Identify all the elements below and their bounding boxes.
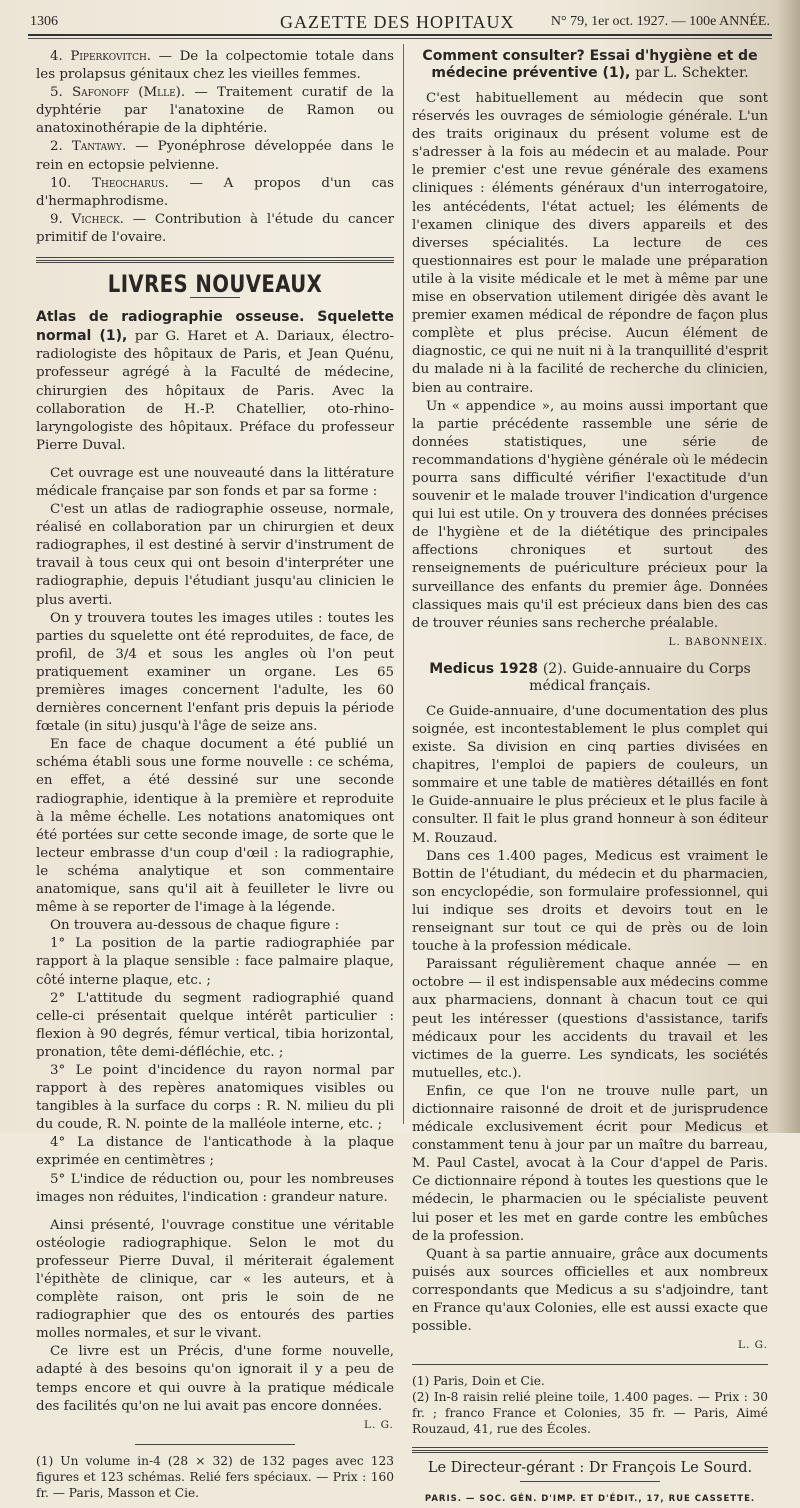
- article-paragraph: C'est habituellement au médecin que sont réservés les ouvrages de sémiologie générale. L'un des traits originaux du présent volume est de s'adresser à la fois au médecin et au malade. Pour le premier c'est une revue générale des examens cliniques : éléments généraux d'un interrogatoire, les antécédents, l'état actuel; les éléments de l'examen clinique des divers appareils et des diverses spécialités. La lecture de ces questionnaires est pour le malade une préparation utile à la visite médicale et le met à même par une mise en observation utilement dirigée dès avant le premier examen médical de répondre de façon plus complète et plus précise. Aucun élément de diagnostic, ce qui ne nuit ni à la tranquillité d'esprit du malade ni à la facilité de recherche du clinicien, bien au contraire.: [412, 91, 768, 396]
- footnote: (1) Un volume in-4 (28 × 32) de 132 pages avec 123 figures et 123 schémas. Relié fers spéciaux. — Prix : 160 fr. — Paris, Masson et Cie.: [36, 1453, 394, 1500]
- list-item: 1° La position de la partie radiographiée par rapport à la plaque sensible : face palmaire plaque, côté interne plaque, etc. ;: [36, 936, 394, 988]
- right-column: [412, 48, 768, 1508]
- gerant-rule: [412, 1447, 768, 1448]
- review-paragraph: C'est un atlas de radiographie osseuse, normale, réalisé en collaboration par un chirurgien et deux radiographes, il est destiné à servir d'instrument de travail à tous ceux qui ont besoin d'interpréter une radiographie, depuis l'étudiant jusqu'au clinicien le plus averti.: [36, 502, 394, 608]
- thesis-item: 10. Theocharus. — A propos d'un cas d'hermaphrodisme.: [36, 175, 394, 209]
- book-review: [36, 465, 394, 1434]
- list-item: 5° L'indice de réduction ou, pour les nombreuses images non réduites, l'indication : grandeur nature.: [36, 1171, 394, 1205]
- list-item: 4° La distance de l'anticathode à la plaque exprimée en centimètres ;: [36, 1135, 394, 1169]
- article-paragraph: Enfin, ce que l'on ne trouve nulle part, un dictionnaire raisonné de droit et de jurisprudence médicale exclusivement écrit pour Medicus et constamment tenu à jour par un maître du barreau, M. Paul Castel, avocat à la Cour d'appel de Paris. Ce dictionnaire répond à toutes les questions que le médecin, le pharmacien ou le spécialiste peuvent lui poser et les met en garde contre les embûches de la profession.: [412, 1083, 768, 1244]
- thesis-item: 4. Piperkovitch. — De la colpectomie totale dans les prolapsus génitaux chez les vieilles femmes.: [36, 49, 394, 83]
- thesis-list: [36, 48, 394, 247]
- section-heading: LIVRES NOUVEAUX: [107, 270, 323, 299]
- article-title: Medicus 1928 (2). Guide-annuaire du Corps médical français.: [429, 660, 751, 694]
- header-rule: [28, 34, 772, 36]
- review-paragraph: Cet ouvrage est une nouveauté dans la littérature médicale française par son fonds et par sa forme :: [36, 465, 394, 499]
- footnote: (1) Paris, Doin et Cie.: [412, 1374, 545, 1389]
- footnote-rule: [412, 1364, 768, 1365]
- printer-rule: [520, 1481, 660, 1482]
- article-signature: L. G.: [738, 1339, 768, 1352]
- review-paragraph: En face de chaque document a été publié un schéma établi sous une forme nouvelle : ce schéma, en effet, a été dessiné sur une seconde radiographie, identique à la première et reproduite à la même échelle. Les notations anatomiques ont été portées sur cette seconde image, de sorte que le lecteur embrasse d'un coup d'œil : la radiographie, le schéma analytique et son commentaire anatomique, sans qu'il ait à feuilleter le livre ou même à se reporter de l'image à la légende.: [36, 737, 394, 916]
- issue-date: N° 79, 1er oct. 1927. — 100e ANNÉE.: [550, 14, 770, 29]
- thesis-item: 5. Safonoff (Mlle). — Traitement curatif de la dyphtérie par l'anatoxine de Ramon ou anatoxinothérapie de la diphtérie.: [36, 85, 394, 137]
- footnote-rule: [135, 1444, 295, 1445]
- article-title: Comment consulter? Essai d'hygiène et de médecine préventive (1), par L. Schekter.: [422, 48, 758, 81]
- publisher-line: Le Directeur-gérant : Dr François Le Sourd.: [427, 1460, 753, 1477]
- review-paragraph: On y trouvera toutes les images utiles : toutes les parties du squelette ont été reproduites, de face, de profil, de 3/4 et sous les angles où l'on peut pratiquement examiner un organe. Les 65 premières images concernent l'adulte, les 60 dernières concernent l'enfant pris depuis la période fœtale (in situ) jusqu'à l'âge de seize ans.: [36, 610, 394, 735]
- column-divider: [403, 44, 404, 1124]
- page-number: 1306: [30, 14, 58, 29]
- book-title: Atlas de radiographie osseuse. Squelette normal (1),: [36, 309, 394, 345]
- article-paragraph: Un « appendice », au moins aussi important que la partie précédente rassemble une série de données statistiques, une série de recommandations d'hygiène générale où le médecin pourra sans difficulté vérifier l'exactitude d'un souvenir et le malade trouver l'indication d'urgence qui lui est utile. On y trouvera des données précises de l'hygiène et de la diététique des principales affections chroniques et surtout des renseignements de puériculture précieux pour la surveillance des enfants du premier âge. Données classiques mais qu'il est précieux dans bien des cas de trouver réunies sans recherche préalable.: [412, 398, 768, 631]
- thesis-item: 2. Tantawy. — Pyonéphrose développée dans le rein en ectopsie pelvienne.: [36, 139, 394, 173]
- section-rule: [36, 257, 394, 258]
- review-paragraph: Ce livre est un Précis, d'une forme nouvelle, adapté à des besoins qu'on ignorait il y a peu de temps encore et qui ouvre à la pratique médicale des facilités qu'on ne lui avait pas encore données.: [36, 1344, 394, 1414]
- left-column: [36, 48, 394, 1501]
- article-paragraph: Ce Guide-annuaire, d'une documentation des plus soignée, est incontestablement le plus complet qui existe. Sa division en cinq parties divisées en chapitres, l'emploi de papiers de couleurs, un sommaire et une table de matières détaillés en font le Guide-annuaire le plus précieux et le plus facile à consulter. Il fait le plus grand honneur à son éditeur M. Rouzaud.: [412, 703, 768, 846]
- review-paragraph: On trouvera au-dessous de chaque figure :: [50, 918, 340, 934]
- article-paragraph: Quant à sa partie annuaire, grâce aux documents puisés aux sources officielles et aux nombreux correspondants que Medicus a su s'adjoindre, tant en France qu'aux Colonies, elle est aussi exacte que possible.: [412, 1246, 768, 1335]
- gerant-double-rule: [412, 1450, 768, 1453]
- footnote: (2) In-8 raisin relié pleine toile, 1.400 pages. — Prix : 30 fr. ; franco France et Colonies, 35 fr. — Paris, Aimé Rouzaud, 41, rue des Écoles.: [412, 1390, 768, 1437]
- article-paragraph: Dans ces 1.400 pages, Medicus est vraiment le Bottin de l'étudiant, du médecin et du pharmacien, son encyclopédie, son formulaire professionnel, qui lui indique ses droits et devoirs tout en le renseignant sur tout ce qui de près ou de loin touche à la profession médicale.: [412, 848, 768, 955]
- list-item: 3° Le point d'incidence du rayon normal par rapport à des repères anatomiques visibles ou tangibles à la surface du corps : R. N. milieu du pli du coude, R. N. pointe de la malléole interne, etc. ;: [36, 1062, 394, 1133]
- article-paragraph: Paraissant régulièrement chaque année — en octobre — il est indispensable aux médecins comme aux pharmaciens, donnant à chacun tout ce qui peut les intéresser (questions d'assistance, tarifs médicaux pour les accidents du travail et les victimes de la guerre. Les syndicats, les sociétés mutuelles, etc.).: [412, 957, 768, 1081]
- list-item: 2° L'attitude du segment radiographié quand celle-ci présentait quelque intérêt particulier : flexion à 90 degrés, fémur vertical, tibia horizontal, pronation, tête demi-défléchie, etc. ;: [36, 990, 394, 1060]
- book-byline: par G. Haret et A. Dariaux, électro-radiologiste des hôpitaux de Paris, et Jean Quénu, professeur agrégé à la Faculté de médecine, chirurgien des hôpitaux de Paris. Avec la collaboration de H.-P. Chatellier, oto-rhino-laryngologiste des hôpitaux. Préface du professeur Pierre Duval.: [36, 329, 394, 453]
- article-signature: L. BABONNEIX.: [668, 635, 768, 648]
- book-entry: [36, 308, 394, 455]
- review-paragraph: Ainsi présenté, l'ouvrage constitue une véritable ostéologie radiographique. Selon le mot du professeur Pierre Duval, il mériterait également l'épithète de clinique, car « les auteurs, et à complète raison, ont pris le soin de ne radiographier que des os entourés des parties molles normales, et sur le vivant.: [36, 1217, 394, 1342]
- thesis-item: 9. Vicheck. — Contribution à l'étude du cancer primitif de l'ovaire.: [36, 211, 394, 245]
- section-double-rule: [36, 260, 394, 263]
- header-rule-thin: [28, 38, 772, 39]
- printer-line: PARIS. — SOC. GÉN. D'IMP. ET D'ÉDIT., 17, RUE CASSETTE.: [424, 1494, 756, 1505]
- review-signature: L. G.: [364, 1418, 394, 1431]
- page-header: [30, 8, 770, 34]
- journal-title: GAZETTE DES HOPITAUX: [280, 12, 515, 32]
